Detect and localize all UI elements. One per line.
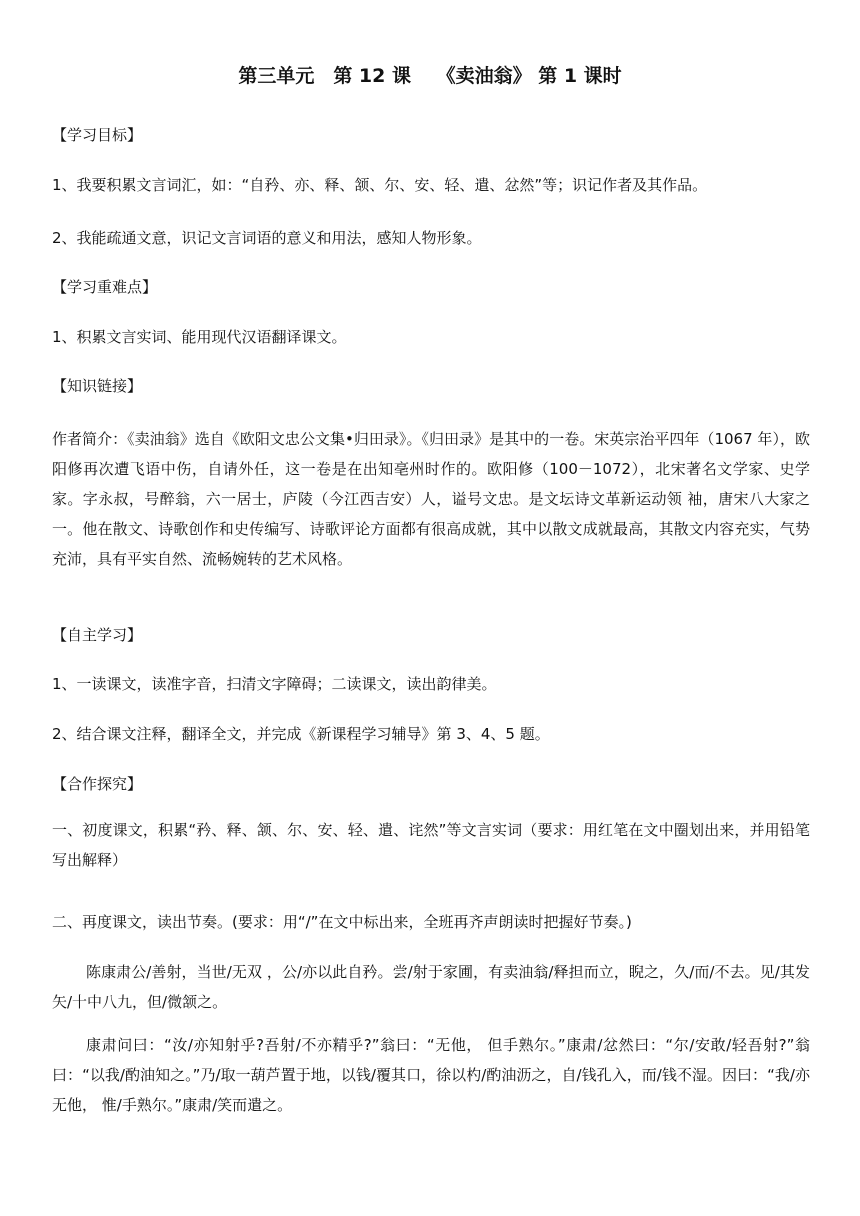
- self-study-heading: 【自主学习】: [52, 626, 143, 644]
- self-study-item-2: 2、结合课文注释，翻译全文，并完成《新课程学习辅导》第 3、4、5 题。: [52, 725, 550, 743]
- knowledge-heading: 【知识链接】: [52, 377, 143, 395]
- passage-paragraph-2: 康肃问曰：“汝/亦知射乎?吾射/不亦精乎?”翁曰：“无他， 但手熟尔。”康肃/忿然曰：“尔/安敢/轻吾射?”翁曰：“以我/酌油知之。”乃/取一葫芦置于地，以钱/覆其口，徐以杓/酌油沥之，自/钱孔入，而/钱不湿。因曰：“我/亦无他， 惟/手熟尔。”康肃/笑而遣之。: [52, 1036, 810, 1114]
- goal-item-1: 1、我要积累文言词汇，如：“自矜、亦、释、颔、尔、安、轻、遣、忿然”等；识记作者及其作品。: [52, 176, 708, 194]
- cooperation-heading: 【合作探究】: [52, 775, 143, 793]
- cooperation-task-1: 一、初度课文，积累“矜、释、颔、尔、安、轻、遣、诧然”等文言实词（要求：用红笔在文中圈划出来，并用铅笔写出解释）: [52, 821, 810, 869]
- passage-paragraph-1: 陈康肃公/善射，当世/无双 ，公/亦以此自矜。尝/射于家圃，有卖油翁/释担而立，睨之，久/而/不去。见/其发矢/十中八九，但/微颔之。: [52, 963, 810, 1011]
- cooperation-task-2: 二、再度课文，读出节奏。(要求：用“/”在文中标出来，全班再齐声朗读时把握好节奏。): [52, 913, 632, 931]
- goal-item-2: 2、我能疏通文意，识记文言词语的意义和用法，感知人物形象。: [52, 229, 482, 247]
- key-point-item-1: 1、积累文言实词、能用现代汉语翻译课文。: [52, 328, 347, 346]
- goals-heading: 【学习目标】: [52, 126, 143, 144]
- key-points-heading: 【学习重难点】: [52, 278, 158, 296]
- page-title: 第三单元 第 12 课 《卖油翁》 第 1 课时: [238, 65, 622, 87]
- author-intro-paragraph: 作者简介：《卖油翁》选自《欧阳文忠公文集•归田录》。《归田录》是其中的一卷。宋英宗治平四年（1067 年），欧阳修再次遭飞语中伤，自请外任，这一卷是在出知亳州时作的。欧阳修（100－1072），北宋著名文学家、史学家。字永叔，号醉翁，六一居士，庐陵（今江西吉安）人，谥号文忠。是文坛诗文革新运动领 袖，唐宋八大家之一。他在散文、诗歌创作和史传编写、诗歌评论方面都有很高成就，其中以散文成就最高，其散文内容充实，气势充沛，具有平实自然、流畅婉转的艺术风格。: [52, 430, 810, 568]
- self-study-item-1: 1、一读课文，读准字音，扫清文字障碍；二读课文，读出韵律美。: [52, 675, 497, 693]
